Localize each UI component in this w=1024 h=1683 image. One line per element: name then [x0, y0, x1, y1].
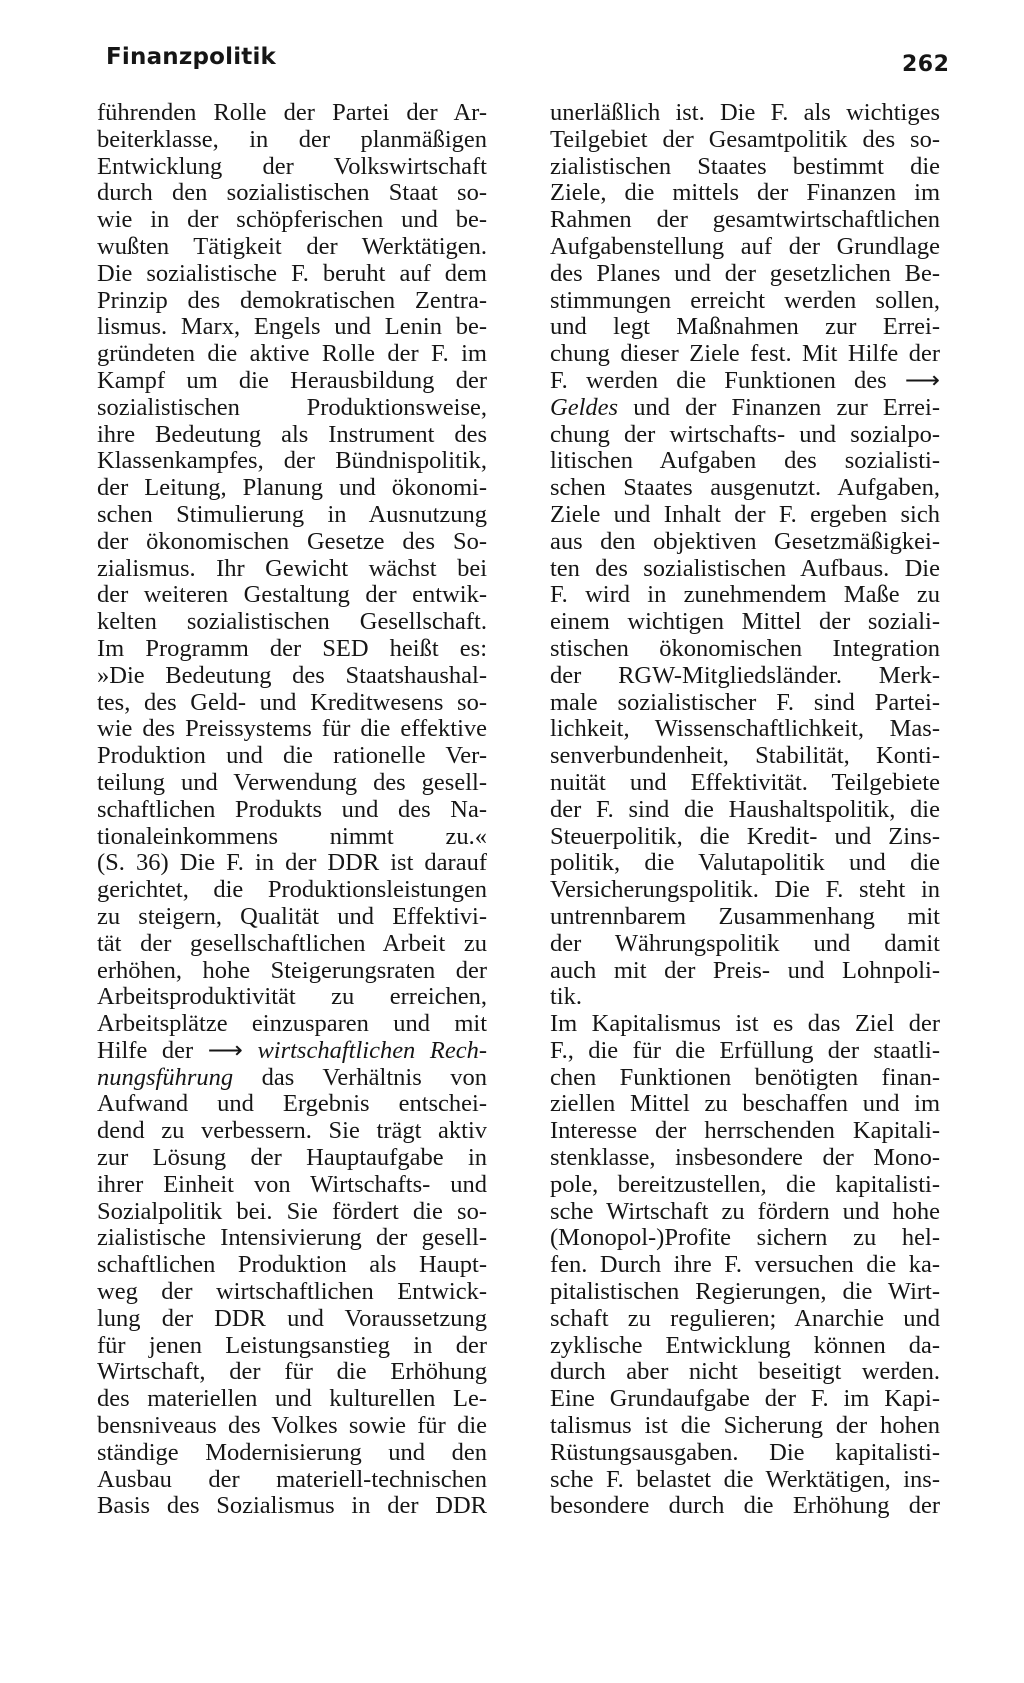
text-line: Aufgabenstellung auf der Grundlage [550, 233, 940, 260]
text-line: tät der gesellschaftlichen Arbeit zu [97, 930, 487, 957]
text-line: einem wichtigen Mittel der soziali- [550, 609, 940, 636]
text-line: tik. [550, 984, 582, 1011]
text-line: Arbeitsproduktivität zu erreichen, [97, 984, 487, 1011]
text-line: zialistische Intensivierung der gesell- [97, 1225, 487, 1252]
text-line: pole, bereitzustellen, die kapitalisti- [550, 1171, 940, 1198]
text-line: besondere durch die Erhöhung der [550, 1493, 940, 1520]
text-line: chen Funktionen benötigten finan- [550, 1064, 940, 1091]
crossref-wirtschaftliche-rechnungsfuehrung[interactable]: wirtschaftlichen Rech- [257, 1037, 487, 1064]
text-line: aus den objektiven Gesetzmäßigkei- [550, 528, 940, 555]
text-line: pitalistischen Regierungen, die Wirt- [550, 1279, 940, 1306]
text-line: Prinzip des demokratischen Zentra- [97, 287, 487, 314]
text-line: Teilgebiet der Gesamtpolitik des so- [550, 126, 940, 153]
text-line: F. wird in zunehmendem Maße zu [550, 582, 940, 609]
text-line: sche F. belastet die Werktätigen, ins- [550, 1466, 940, 1493]
text-line: male sozialistischer F. sind Partei- [550, 689, 940, 716]
text-line: Basis des Sozialismus in der DDR [97, 1493, 487, 1520]
text-line: teilung und Verwendung des gesell- [97, 769, 487, 796]
text-line: Kampf um die Herausbildung der [97, 367, 487, 394]
text-line: führenden Rolle der Partei der Ar- [97, 100, 487, 126]
text-line: Aufwand und Ergebnis entschei- [97, 1091, 487, 1118]
text-line: Klassenkampfes, der Bündnispolitik, [97, 448, 487, 475]
text-line-with-crossref [97, 1038, 487, 1065]
crossref-geld[interactable]: Geldes [550, 394, 619, 421]
text-line: zu steigern, Qualität und Effektivi- [97, 903, 487, 930]
text-line: Die sozialistische F. beruht auf dem [97, 260, 487, 287]
text-line: gründeten die aktive Rolle der F. im [97, 341, 487, 368]
text-line: schen Stimulierung in Ausnutzung [97, 501, 487, 528]
text-line: wußten Tätigkeit der Werktätigen. [97, 233, 487, 260]
text-line: chung der wirtschafts- und sozialpo- [550, 421, 940, 448]
text-line: lismus. Marx, Engels und Lenin be- [97, 314, 487, 341]
text-segment: das Verhältnis von [233, 1064, 487, 1091]
text-line: der ökonomischen Gesetze des So- [97, 528, 487, 555]
text-line: weg der wirtschaftlichen Entwick- [97, 1279, 487, 1306]
text-line: dend zu verbessern. Sie trägt aktiv [97, 1118, 487, 1145]
text-line: talismus ist die Sicherung der hohen [550, 1413, 940, 1440]
text-line: Interesse der herrschenden Kapitali- [550, 1118, 940, 1145]
text-line: der weiteren Gestaltung der entwik- [97, 582, 487, 609]
text-line: tionaleinkommens nimmt zu.« [97, 823, 487, 850]
text-line: durch den sozialistischen Staat so- [97, 180, 487, 207]
text-line: stischen ökonomischen Integration [550, 635, 940, 662]
text-line: lichkeit, Wissenschaftlichkeit, Mas- [550, 716, 940, 743]
text-line: Sozialpolitik bei. Sie fördert die so- [97, 1198, 487, 1225]
text-line: zialismus. Ihr Gewicht wächst bei [97, 555, 487, 582]
text-line: F., die für die Erfüllung der staatli- [550, 1037, 940, 1064]
text-line: zialistischen Staates bestimmt die [550, 153, 940, 180]
text-line: chung dieser Ziele fest. Mit Hilfe der [550, 341, 940, 368]
left-text-column [97, 100, 487, 1520]
text-line: Steuerpolitik, die Kredit- und Zins- [550, 823, 940, 850]
text-line: nuität und Effektivität. Teilgebiete [550, 769, 940, 796]
text-line: Produktion und die rationelle Ver- [97, 743, 487, 770]
text-line-with-crossref [550, 368, 940, 395]
page-number: 262 [902, 52, 950, 77]
text-line: Arbeitsplätze einzusparen und mit [97, 1011, 487, 1038]
text-line: Ziele und Inhalt der F. ergeben sich [550, 501, 940, 528]
crossref-arrow-icon: ⟶ [207, 1037, 243, 1064]
text-line: schen Staates ausgenutzt. Aufgaben, [550, 475, 940, 502]
text-line: Rüstungsausgaben. Die kapitalisti- [550, 1439, 940, 1466]
text-line: politik, die Valutapolitik und die [550, 850, 940, 877]
text-line: Rahmen der gesamtwirtschaftlichen [550, 207, 940, 234]
text-line: gerichtet, die Produktionsleistungen [97, 877, 487, 904]
text-line: tes, des Geld- und Kreditwesens so- [97, 689, 487, 716]
text-line: stimmungen erreicht werden sollen, [550, 287, 940, 314]
text-line: der RGW-Mitgliedsländer. Merk- [550, 662, 940, 689]
text-line: »Die Bedeutung des Staatshaushal- [97, 662, 487, 689]
text-line: Ziele, die mittels der Finanzen im [550, 180, 940, 207]
text-line: bensniveaus des Volkes sowie für die [97, 1413, 487, 1440]
text-segment: und der Finanzen zur Errei- [618, 394, 940, 421]
text-line: sozialistischen Produktionsweise, [97, 394, 487, 421]
text-line: stenklasse, insbesondere der Mono- [550, 1145, 940, 1172]
text-line: der F. sind die Haushaltspolitik, die [550, 796, 940, 823]
text-line: ihrer Einheit von Wirtschafts- und [97, 1171, 487, 1198]
text-line: auch mit der Preis- und Lohnpoli- [550, 957, 940, 984]
text-line: des materiellen und kulturellen Le- [97, 1386, 487, 1413]
text-line: unerläßlich ist. Die F. als wichtiges [550, 100, 940, 126]
right-text-column [550, 100, 940, 1520]
text-line: zyklische Entwicklung können da- [550, 1332, 940, 1359]
text-line: sche Wirtschaft zu fördern und hohe [550, 1198, 940, 1225]
text-line: erhöhen, hohe Steigerungsraten der [97, 957, 487, 984]
text-line: Im Programm der SED heißt es: [97, 635, 487, 662]
text-line: ten des sozialistischen Aufbaus. Die [550, 555, 940, 582]
crossref-wirtschaftliche-rechnungsfuehrung-cont[interactable]: nungsführung [97, 1064, 234, 1091]
text-line: wie des Preissystems für die effektive [97, 716, 487, 743]
text-line: Ausbau der materiell-technischen [97, 1466, 487, 1493]
text-line: schaft zu regulieren; Anarchie und [550, 1305, 940, 1332]
text-line: für jenen Leistungsanstieg in der [97, 1332, 487, 1359]
text-line: ständige Modernisierung und den [97, 1439, 487, 1466]
text-line: und legt Maßnahmen zur Errei- [550, 314, 940, 341]
text-line: Entwicklung der Volkswirtschaft [97, 153, 487, 180]
text-line: Versicherungspolitik. Die F. steht in [550, 877, 940, 904]
text-line-with-crossref [97, 1065, 487, 1092]
text-line: der Währungspolitik und damit [550, 930, 940, 957]
text-line: Im Kapitalismus ist es das Ziel der [550, 1011, 940, 1038]
text-line: schaftlichen Produkts und des Na- [97, 796, 487, 823]
text-line: der Leitung, Planung und ökonomi- [97, 475, 487, 502]
text-line: ziellen Mittel zu beschaffen und im [550, 1091, 940, 1118]
text-line: senverbundenheit, Stabilität, Konti- [550, 743, 940, 770]
crossref-arrow-icon: ⟶ [904, 367, 940, 394]
text-line: (S. 36) Die F. in der DDR ist darauf [97, 850, 487, 877]
text-line: lung der DDR und Voraussetzung [97, 1305, 487, 1332]
text-line: litischen Aufgaben des sozialisti- [550, 448, 940, 475]
text-segment: F. werden die Funktionen des [550, 367, 887, 394]
text-line: untrennbarem Zusammenhang mit [550, 903, 940, 930]
text-line: des Planes und der gesetzlichen Be- [550, 260, 940, 287]
text-line: schaftlichen Produktion als Haupt- [97, 1252, 487, 1279]
text-line: kelten sozialistischen Gesellschaft. [97, 609, 487, 636]
text-line: Wirtschaft, der für die Erhöhung [97, 1359, 487, 1386]
text-line: (Monopol-)Profite sichern zu hel- [550, 1225, 940, 1252]
text-line: wie in der schöpferischen und be- [97, 207, 487, 234]
text-line: ihre Bedeutung als Instrument des [97, 421, 487, 448]
running-head-title: Finanzpolitik [106, 44, 277, 70]
text-line: beiterklasse, in der planmäßigen [97, 126, 487, 153]
text-line: fen. Durch ihre F. versuchen die ka- [550, 1252, 940, 1279]
text-line: zur Lösung der Hauptaufgabe in [97, 1145, 487, 1172]
text-line-with-crossref [550, 395, 940, 422]
text-line: durch aber nicht beseitigt werden. [550, 1359, 940, 1386]
text-line: Eine Grundaufgabe der F. im Kapi- [550, 1386, 940, 1413]
text-segment: Hilfe der [97, 1037, 194, 1064]
